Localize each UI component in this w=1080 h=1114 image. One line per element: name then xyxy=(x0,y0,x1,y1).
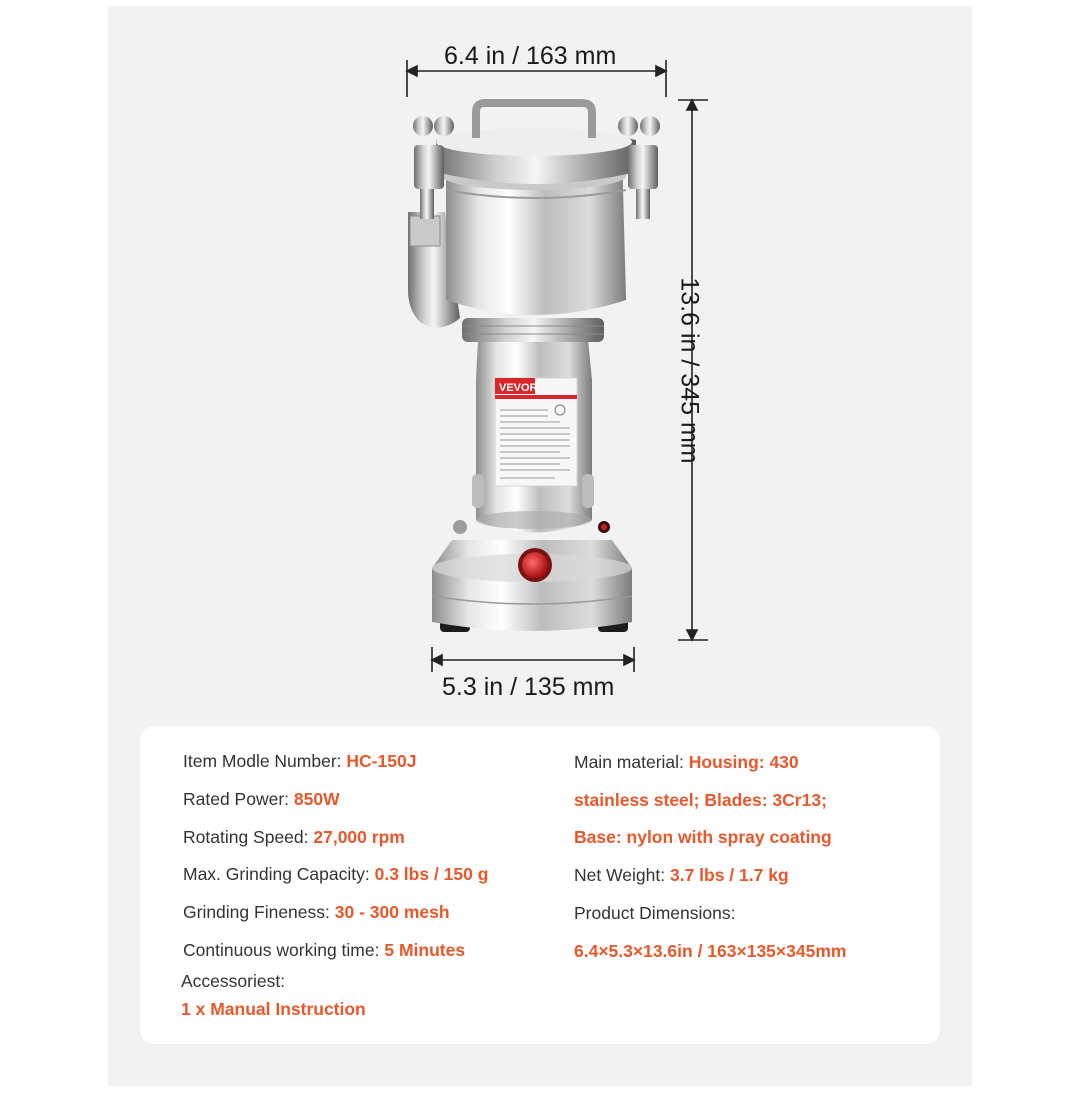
spec-accessories-label: Accessoriest: xyxy=(181,971,286,991)
brand-label: VEVOR xyxy=(499,382,538,394)
spec-material-line3: Base: nylon with spray coating xyxy=(574,827,832,847)
spec-dimensions-value: 6.4×5.3×13.6in / 163×135×345mm xyxy=(574,941,847,961)
spec-accessories-value: 1 x Manual Instruction xyxy=(181,999,366,1019)
height-dimension: 13.6 in / 345 mm xyxy=(675,277,704,464)
spec-dimensions-label: Product Dimensions: xyxy=(574,903,736,923)
spec-capacity: Max. Grinding Capacity: 0.3 lbs / 150 g xyxy=(183,864,489,884)
spec-speed: Rotating Speed: 27,000 rpm xyxy=(183,827,405,847)
spec-card xyxy=(140,726,940,1044)
spec-model: Item Modle Number: HC-150J xyxy=(183,751,417,771)
base-dimension: 5.3 in / 135 mm xyxy=(442,673,615,701)
width-dimension: 6.4 in / 163 mm xyxy=(444,42,617,70)
spec-material-line2: stainless steel; Blades: 3Cr13; xyxy=(574,790,827,810)
spec-working-time: Continuous working time: 5 Minutes xyxy=(183,940,466,960)
spec-fineness: Grinding Fineness: 30 - 300 mesh xyxy=(183,902,450,922)
spec-net-weight: Net Weight: 3.7 lbs / 1.7 kg xyxy=(574,865,789,885)
power-button-icon xyxy=(522,552,548,578)
spec-power: Rated Power: 850W xyxy=(183,789,340,809)
spec-material: Main material: Housing: 430 xyxy=(574,752,799,772)
